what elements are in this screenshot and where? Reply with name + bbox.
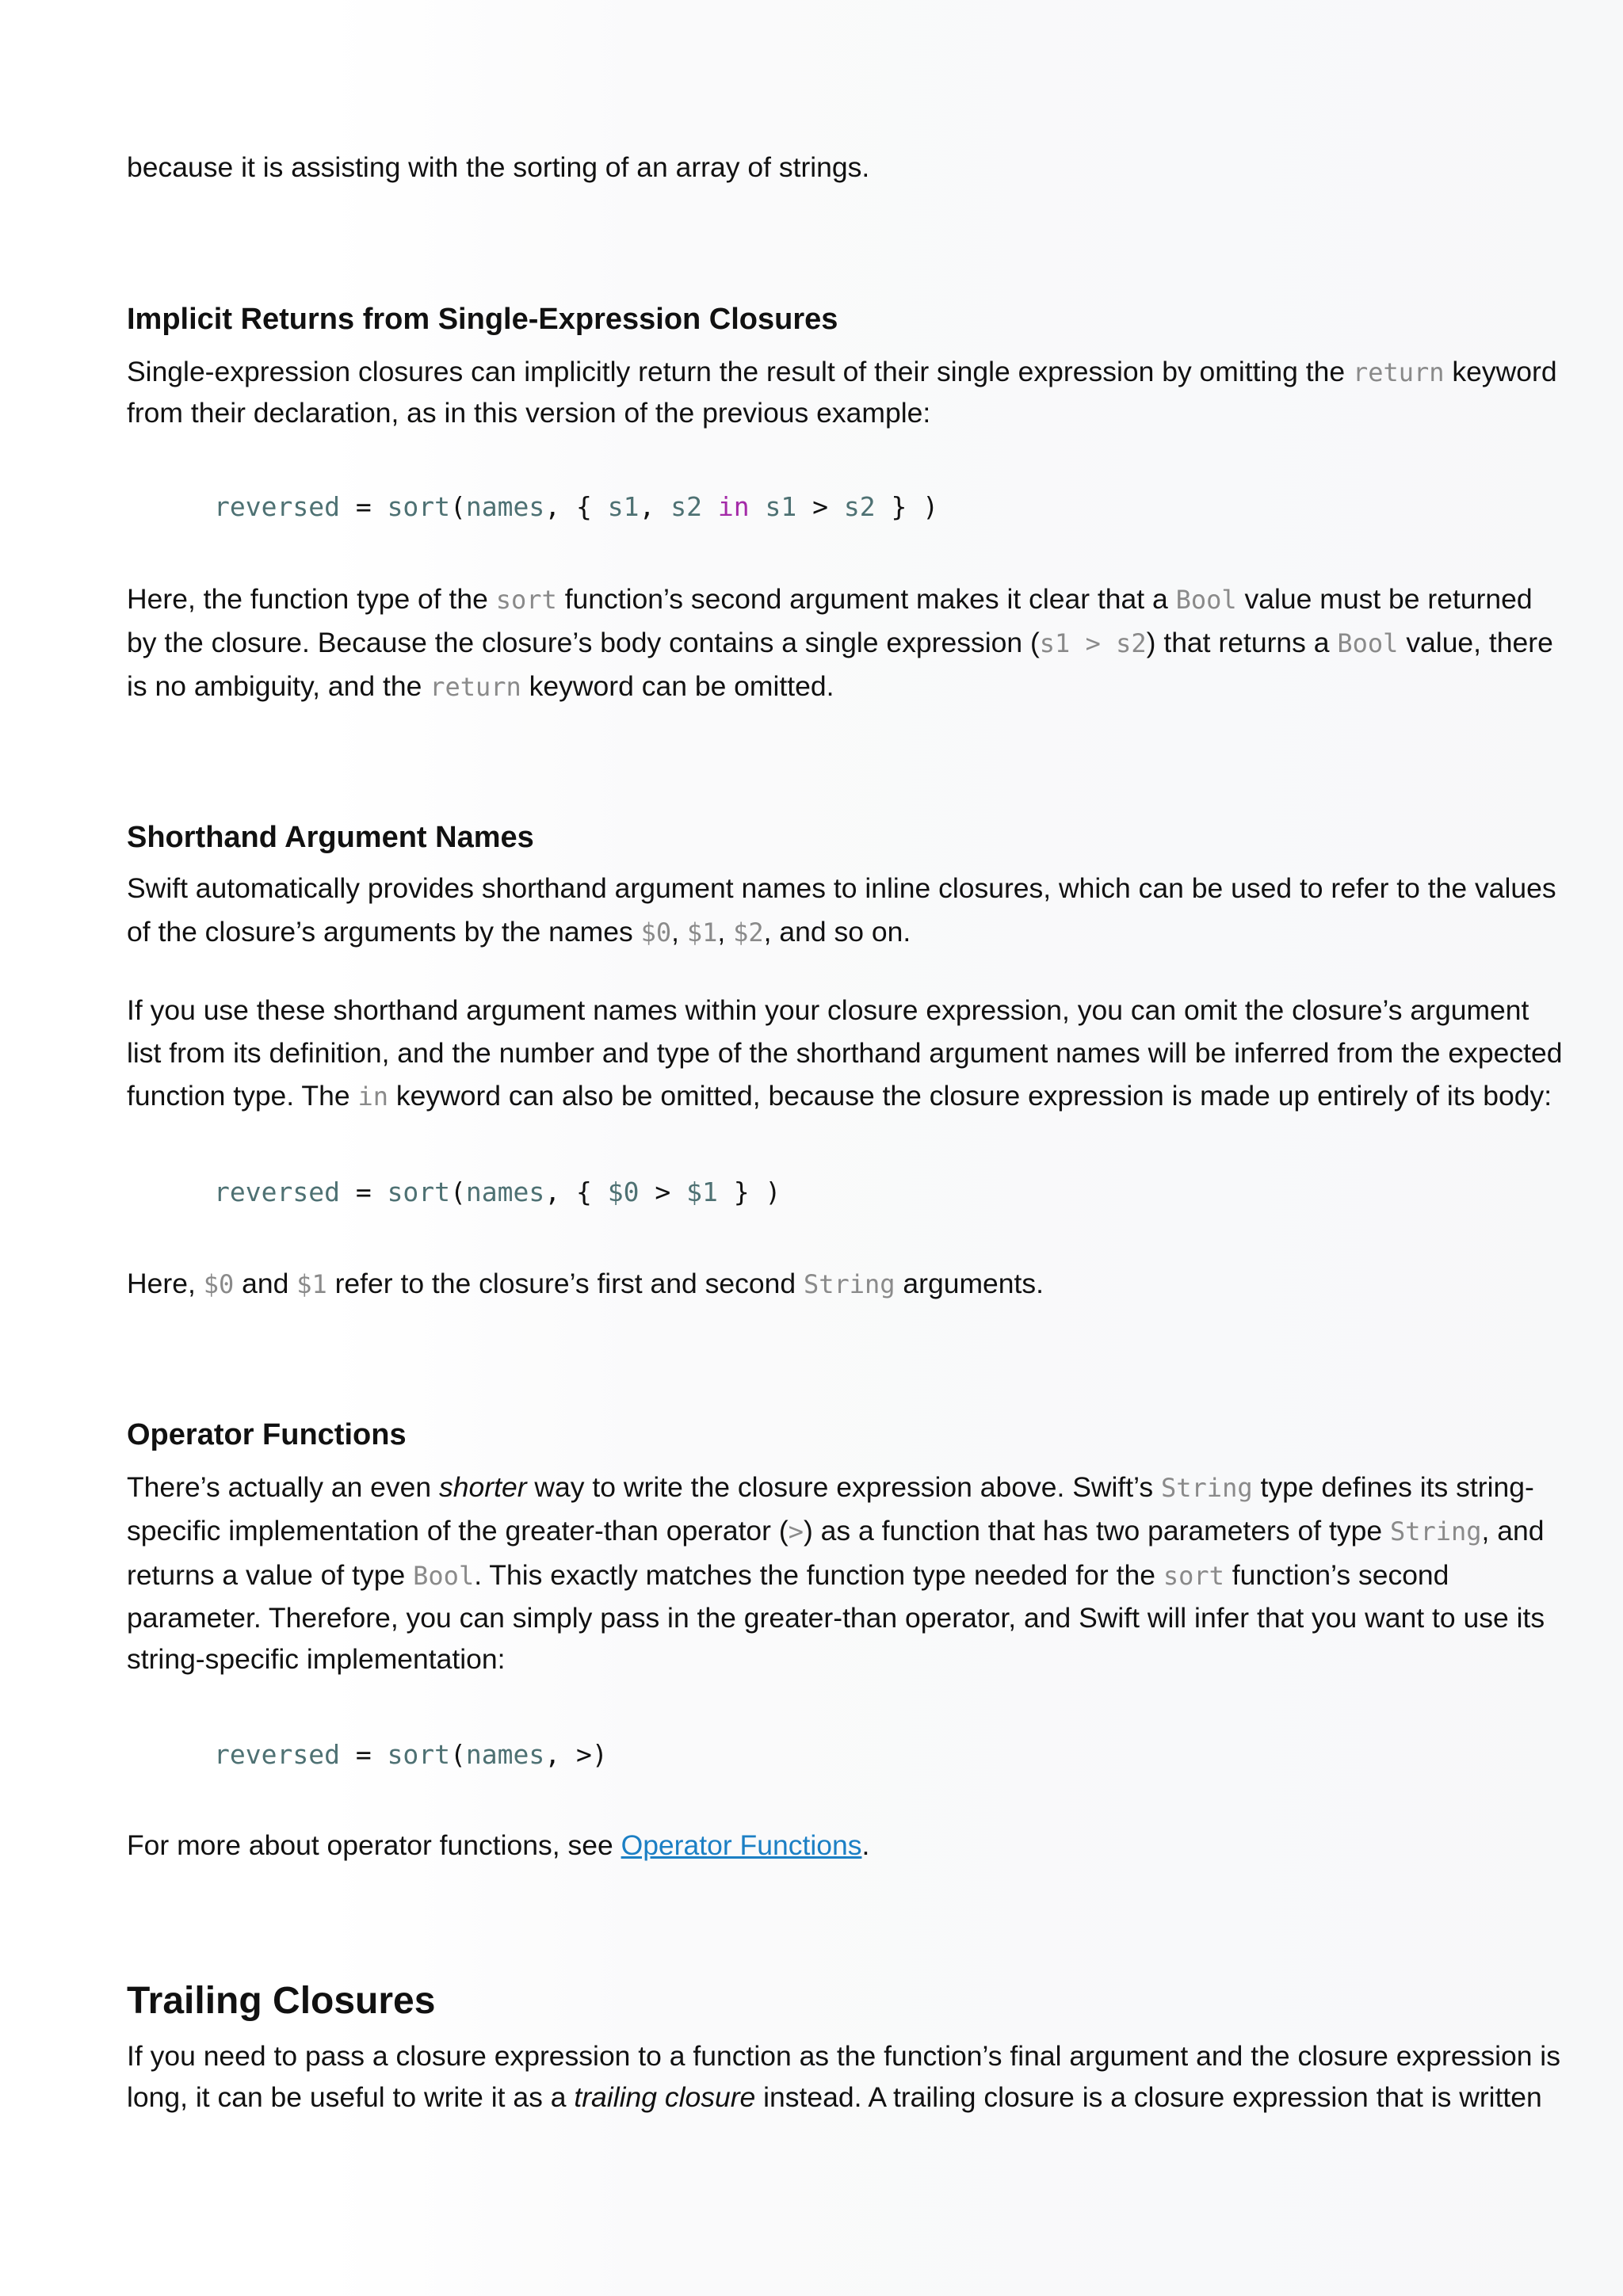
intro-paragraph-tail: because it is assisting with the sorting of an array of strings. bbox=[127, 151, 870, 183]
implicit-paragraph-1-line-2: from their declaration, as in this version of the previous example: bbox=[127, 397, 931, 429]
trailing-paragraph-1-line-2: long, it can be useful to write it as a trailing closure instead. A trailing closure is a closure expression that is written bbox=[127, 2081, 1542, 2113]
operator-paragraph-1-line-1: There’s actually an even shorter way to write the closure expression above. Swift’s String type defines its string- bbox=[127, 1471, 1534, 1503]
shorthand-paragraph-2-line-1: If you use these shorthand argument names within your closure expression, you can omit the closure’s argument bbox=[127, 994, 1529, 1026]
code-block-operator: reversed = sort(names, >) bbox=[214, 1739, 608, 1770]
code-block-implicit: reversed = sort(names, { s1, s2 in s1 > s2 } ) bbox=[214, 491, 939, 522]
inline-code-return: return bbox=[1352, 357, 1445, 387]
shorthand-paragraph-2-line-2: list from its definition, and the number and type of the shorthand argument names will be inferred from the expected bbox=[127, 1037, 1563, 1069]
implicit-paragraph-1-line-1: Single-expression closures can implicitly return the result of their single expression by omitting the return keyword bbox=[127, 356, 1557, 387]
heading-trailing-closures: Trailing Closures bbox=[127, 1980, 436, 2022]
operator-paragraph-1-line-4: parameter. Therefore, you can simply pass in the greater-than operator, and Swift will infer that you want to use its bbox=[127, 1602, 1545, 1634]
shorthand-paragraph-3: Here, $0 and $1 refer to the closure’s first and second String arguments. bbox=[127, 1268, 1044, 1299]
operator-paragraph-1-line-2: specific implementation of the greater-than operator (>) as a function that has two parameters of type String, and bbox=[127, 1515, 1545, 1547]
implicit-paragraph-2-line-1: Here, the function type of the sort function’s second argument makes it clear that a Bool value must be returned bbox=[127, 583, 1533, 615]
code-block-shorthand: reversed = sort(names, { $0 > $1 } ) bbox=[214, 1177, 781, 1207]
implicit-paragraph-2-line-3: is no ambiguity, and the return keyword can be omitted. bbox=[127, 670, 834, 702]
heading-shorthand-argument-names: Shorthand Argument Names bbox=[127, 821, 534, 854]
trailing-paragraph-1-line-1: If you need to pass a closure expression to a function as the function’s final argument and the closure expression is bbox=[127, 2040, 1560, 2072]
operator-paragraph-1-line-5: string-specific implementation: bbox=[127, 1643, 506, 1675]
heading-operator-functions: Operator Functions bbox=[127, 1418, 407, 1451]
operator-paragraph-2: For more about operator functions, see Operator Functions. bbox=[127, 1829, 870, 1861]
shorthand-paragraph-2-line-3: function type. The in keyword can also be omitted, because the closure expression is made up entirely of its body: bbox=[127, 1080, 1552, 1112]
shorthand-paragraph-1-line-2: of the closure’s arguments by the names $0, $1, $2, and so on. bbox=[127, 916, 911, 948]
implicit-paragraph-2-line-2: by the closure. Because the closure’s body contains a single expression (s1 > s2) that returns a Bool value, there bbox=[127, 627, 1553, 658]
operator-paragraph-1-line-3: returns a value of type Bool. This exactly matches the function type needed for the sort function’s second bbox=[127, 1559, 1449, 1591]
shorthand-paragraph-1-line-1: Swift automatically provides shorthand argument names to inline closures, which can be used to refer to the values bbox=[127, 872, 1556, 904]
operator-functions-link[interactable]: Operator Functions bbox=[621, 1829, 862, 1861]
heading-implicit-returns: Implicit Returns from Single-Expression Closures bbox=[127, 303, 838, 336]
